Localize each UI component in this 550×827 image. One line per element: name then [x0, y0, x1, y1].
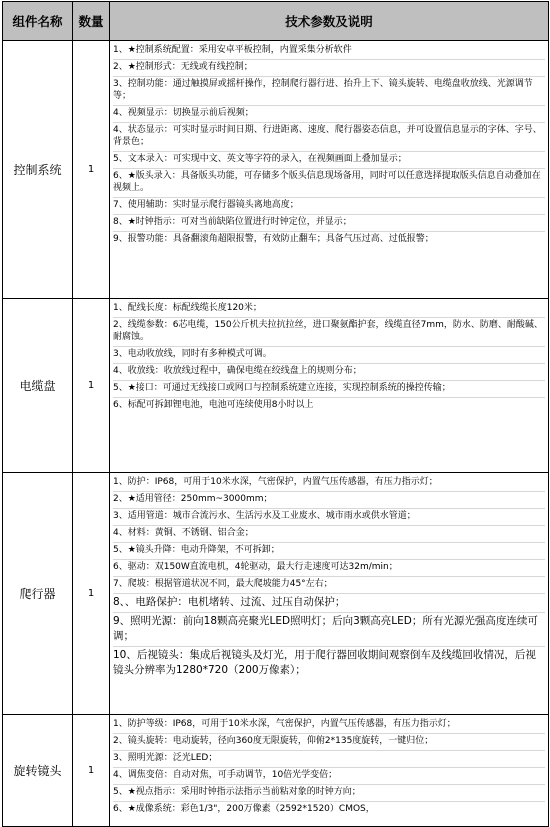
component-spec: [110, 299, 549, 473]
spec-line: 1、配线长度：标配线缆长度120米；: [113, 301, 545, 318]
component-qty: 1: [73, 715, 110, 827]
spec-line: 6、★版头录入：具备版头功能，可存储多个版头信息现场备用，同时可以任意选择提取版头信息自动叠加在视频上。: [113, 169, 545, 198]
spec-line: 4、调焦变倍：自动对焦，可手动调节，10倍光学变倍；: [113, 768, 545, 785]
spec-line: 7、使用辅助：实时显示爬行器镜头离地高度；: [113, 198, 545, 215]
spec-line: 5、★镜头升降：电动升降架，不可拆卸；: [113, 543, 545, 560]
component-name: 旋转镜头: [3, 715, 73, 827]
header-qty: 数量: [73, 2, 110, 41]
spec-line: 6、★成像系统：彩色1/3"，200万像素（2592*1520）CMOS，: [113, 804, 375, 814]
spec-line: 4、收放线：收放线过程中，确保电缆在绞线盘上的规则分布；: [113, 364, 545, 381]
spec-line: 1、防护等级：IP68，可用于10米水深，气密保护，内置气压传感器，有压力指示灯；: [113, 717, 545, 734]
component-name: 电缆盘: [3, 299, 73, 473]
component-name: 爬行器: [3, 473, 73, 715]
spec-line: 2、★适用管径：250mm~3000mm；: [113, 492, 545, 509]
table-row: [3, 473, 549, 715]
spec-line: 3、控制功能：通过触摸屏或摇杆操作，控制爬行器行进、抬升上下、镜头旋转、电缆盘收放线、光源调节等；: [113, 77, 545, 106]
spec-line: 6、标配可拆卸锂电池，电池可连续使用8小时以上: [113, 400, 314, 410]
spec-line: 3、适用管道：城市合流污水、生活污水及工业废水、城市雨水或供水管道；: [113, 509, 545, 526]
spec-line: 6、驱动：双150W直流电机，4轮驱动，最大行走速度可达32m/min；: [113, 560, 545, 577]
component-spec: [110, 473, 549, 715]
spec-table: [2, 1, 549, 827]
spec-line: 9、照明光源：前向18颗高亮聚光LED照明灯；后向3颗高亮LED；所有光源光强高度连续可调；: [113, 613, 545, 647]
spec-line: 4、材料：黄铜、不锈钢、铝合金；: [113, 526, 545, 543]
header-row: [3, 2, 549, 41]
spec-line: 3、照明光源：泛光LED；: [113, 751, 545, 768]
spec-line: 3、电动收放线，同时有多种模式可调。: [113, 347, 545, 364]
spec-line: 5、★视点指示：采用时钟指示法指示当前粘对象的时钟方向；: [113, 785, 545, 802]
component-qty: 1: [73, 41, 110, 299]
header-name: 组件名称: [3, 2, 73, 41]
header-spec: 技术参数及说明: [110, 2, 549, 41]
spec-line: 10、后视镜头：集成后视镜头及灯光，用于爬行器回收期间观察倒车及线缆回收情况，后视镜头分辨率为1280*720（200万像素）；: [113, 649, 536, 676]
component-qty: 1: [73, 299, 110, 473]
component-spec: [110, 41, 549, 299]
spec-line: 4、状态显示：可实时显示时间日期、行进距离、速度、爬行器姿态信息，并可设置信息显示的字体、字号、背景色；: [113, 123, 545, 152]
component-spec: [110, 715, 549, 827]
spec-line: 7、爬坡：根据管道状况不同，最大爬坡能力45°左右；: [113, 577, 545, 594]
spec-line: 1、★控制系统配置：采用安卓平板控制，内置采集分析软件: [113, 43, 545, 60]
spec-line: 1、防护：IP68，可用于10米水深，气密保护，内置气压传感器，有压力指示灯；: [113, 475, 545, 492]
spec-line: 2、线缆参数：6芯电缆，150公斤机夫拉抗拉丝，进口聚氨酯护套，线缆直径7mm，防水、防磨、耐酸碱、耐腐蚀。: [113, 318, 545, 347]
spec-line: 2、★控制形式：无线或有线控制；: [113, 60, 545, 77]
spec-line: 9、报警功能：具备翻滚角超限报警，有效防止翻车；具备气压过高、过低报警；: [113, 234, 434, 244]
spec-line: 5、文本录入：可实现中文、英文等字符的录入，在视频画面上叠加显示；: [113, 152, 545, 169]
spec-line: 8、★时钟指示：可对当前缺陷位置进行时钟定位，并显示；: [113, 215, 545, 232]
spec-line: 5、★接口：可通过无线接口或网口与控制系统建立连接，实现控制系统的操控传输；: [113, 381, 545, 398]
component-qty: 1: [73, 473, 110, 715]
spec-line: 4、视频显示：切换显示前后视频；: [113, 106, 545, 123]
component-name: 控制系统: [3, 41, 73, 299]
table-row: [3, 41, 549, 299]
table-row: [3, 299, 549, 473]
table-row: [3, 715, 549, 827]
spec-line: 8、、电路保护：电机堵转、过流、过压自动保护；: [113, 594, 545, 613]
spec-line: 2、镜头旋转：电动旋转，径向360度无限旋转，仰俯2*135度旋转，一键归位；: [113, 734, 545, 751]
